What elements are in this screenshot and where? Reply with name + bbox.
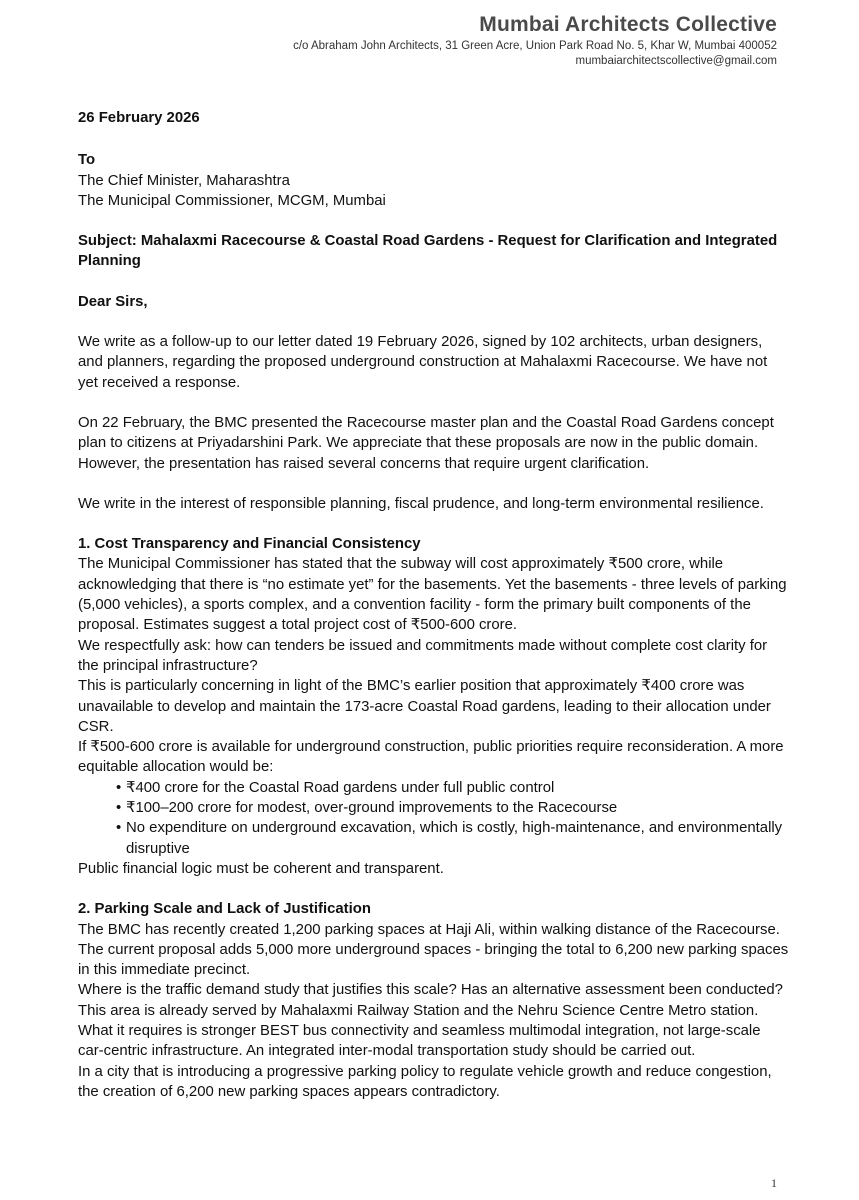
page-number: 1 xyxy=(771,1176,777,1190)
recipient: The Chief Minister, Maharashtra xyxy=(78,172,290,189)
letterhead xyxy=(293,12,777,69)
section-paragraph: In a city that is introducing a progressive parking policy to regulate vehicle growth and reduce congestion, the creation of 6,200 new parking spaces appears contradictory. xyxy=(78,1063,772,1100)
section-paragraph: Public financial logic must be coherent and transparent. xyxy=(78,860,444,877)
list-item xyxy=(116,818,790,859)
intro-paragraph: We write in the interest of responsible planning, fiscal prudence, and long-term environmental resilience. xyxy=(78,495,764,512)
list-item xyxy=(116,798,790,818)
bullet-icon: • xyxy=(116,820,122,837)
letter-body xyxy=(78,108,790,1102)
list-item-text: ₹400 crore for the Coastal Road gardens under full public control xyxy=(126,779,555,796)
to-label: To xyxy=(78,152,96,169)
allocation-list xyxy=(78,778,790,859)
section-heading: 2. Parking Scale and Lack of Justification xyxy=(78,901,371,918)
subject-line: Subject: Mahalaxmi Racecourse & Coastal Road Gardens - Request for Clarification and Integrated Planning xyxy=(78,233,778,270)
section-paragraph: Where is the traffic demand study that justifies this scale? Has an alternative assessment been conducted? This area is already served by Mahalaxmi Railway Station and the Nehru Science Centre Metro station. What it requires is stronger BEST bus connectivity and seamless multimodal integration, not large-scale car-centric infrastructure. An integrated inter-modal transportation study should be carried out. xyxy=(78,982,783,1060)
list-item xyxy=(116,778,790,798)
intro-paragraph: We write as a follow-up to our letter dated 19 February 2026, signed by 102 architects, urban designers, and planners, regarding the proposed underground construction at Mahalaxmi Racecourse. We have not yet received a response. xyxy=(78,334,768,391)
org-address: c/o Abraham John Architects, 31 Green Acre, Union Park Road No. 5, Khar W, Mumbai 400052 xyxy=(293,40,777,52)
letter-date: 26 February 2026 xyxy=(78,110,200,126)
intro-paragraph: On 22 February, the BMC presented the Racecourse master plan and the Coastal Road Gardens concept plan to citizens at Priyadarshini Park. We appreciate that these proposals are now in the public domain. However, the presentation has raised several concerns that require urgent clarification. xyxy=(78,414,774,472)
recipient: The Municipal Commissioner, MCGM, Mumbai xyxy=(78,192,386,209)
salutation: Dear Sirs, xyxy=(78,293,148,310)
list-item-text: No expenditure on underground excavation, which is costly, high-maintenance, and environmentally disruptive xyxy=(126,820,783,857)
section-paragraph: The Municipal Commissioner has stated that the subway will cost approximately ₹500 crore, while acknowledging that there is “no estimate yet” for the basements. Yet the basements - three levels of parking (5,000 vehicles), a sports complex, and a convention facility - form the primary built components of the proposal. Estimates suggest a total project cost of ₹500-600 crore. xyxy=(78,556,787,634)
section-paragraph: This is particularly concerning in light of the BMC’s earlier position that approximately ₹400 crore was unavailable to develop and maintain the 173-acre Coastal Road gardens, leading to their allocation under CSR. xyxy=(78,678,771,735)
list-item-text: ₹100–200 crore for modest, over-ground improvements to the Racecourse xyxy=(126,800,618,817)
bullet-icon: • xyxy=(116,800,122,817)
org-name: Mumbai Architects Collective xyxy=(479,13,777,36)
org-email: mumbaiarchitectscollective@gmail.com xyxy=(575,55,777,67)
section-paragraph: The BMC has recently created 1,200 parking spaces at Haji Ali, within walking distance of the Racecourse. The current proposal adds 5,000 more underground spaces - bringing the total to 6,200 new parking spaces in this immediate precinct. xyxy=(78,921,789,979)
section-paragraph: If ₹500-600 crore is available for underground construction, public priorities require reconsideration. A more equitable allocation would be: xyxy=(78,739,784,776)
section-heading: 1. Cost Transparency and Financial Consistency xyxy=(78,536,421,553)
bullet-icon: • xyxy=(116,779,122,796)
section-paragraph: We respectfully ask: how can tenders be issued and commitments made without complete cost clarity for the principal infrastructure? xyxy=(78,637,768,674)
